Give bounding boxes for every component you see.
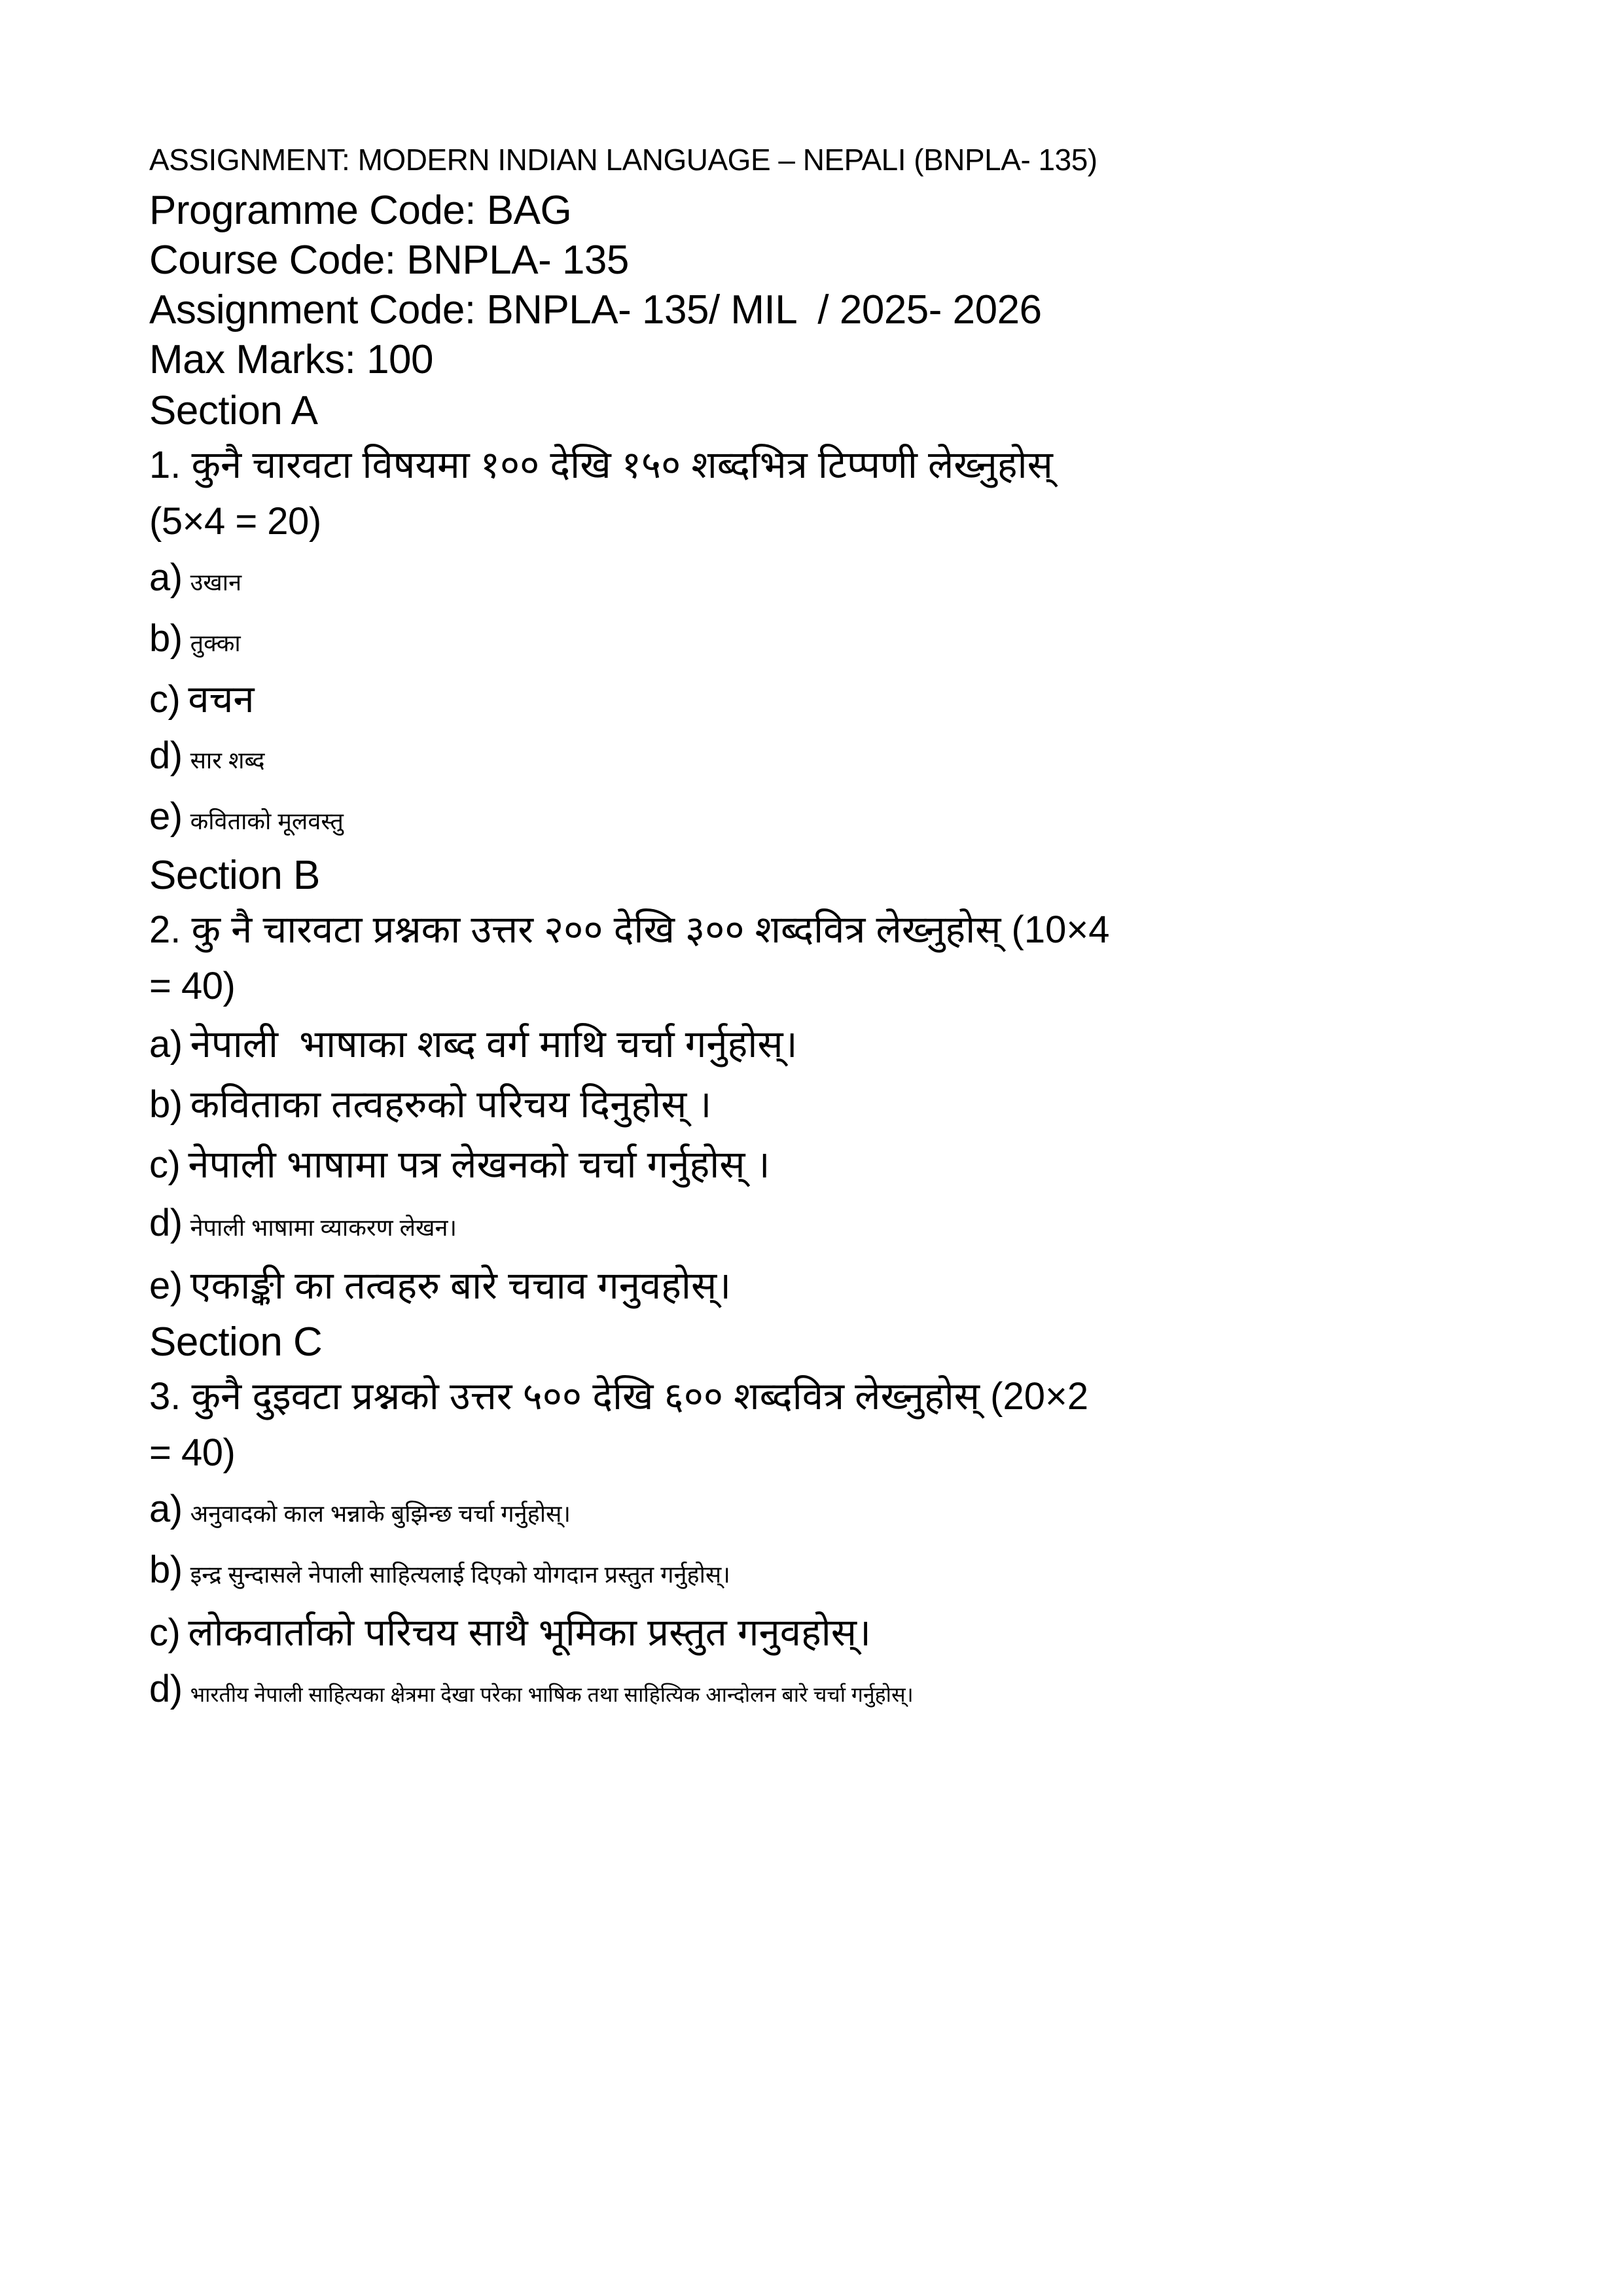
- item-text: नेपाली भाषामा व्याकरण लेखन।: [190, 1214, 457, 1241]
- list-item: [149, 1195, 1497, 1256]
- item-marker: b): [149, 617, 183, 660]
- list-item: [149, 672, 1497, 728]
- item-text: सार शब्द: [190, 747, 265, 774]
- list-item: [149, 1135, 1497, 1195]
- question-1-text: 1. कुनै चारवटा विषयमा १०० देखि १५० शब्दभित्र टिप्पणी लेख्नुहोस्: [149, 444, 1053, 486]
- list-item: [149, 1603, 1497, 1663]
- document-content: [149, 139, 1497, 1721]
- course-code: Course Code: BNPLA- 135: [149, 238, 629, 283]
- item-marker: d): [149, 1668, 183, 1710]
- section-heading-a: Section A: [149, 388, 318, 433]
- question-3-text: 3. कुनै दुइवटा प्रश्नको उत्तर ५०० देखि ६०० शब्दवित्र लेख्नुहोस् (20×2: [149, 1375, 1089, 1418]
- item-marker: c): [149, 1143, 181, 1186]
- section-heading-c: Section C: [149, 1319, 323, 1365]
- item-marker: d): [149, 734, 183, 777]
- item-text: अनुवादको काल भन्नाके बुझिन्छ चर्चा गर्नुहोस्।: [190, 1500, 571, 1527]
- item-text: तुक्का: [190, 630, 241, 656]
- item-marker: e): [149, 1265, 183, 1307]
- item-text: नेपाली भाषामा पत्र लेखनको चर्चा गर्नुहोस् ।: [188, 1143, 770, 1186]
- item-marker: c): [149, 1611, 181, 1654]
- item-marker: b): [149, 1083, 183, 1126]
- list-item: [149, 611, 1497, 672]
- item-marker: a): [149, 556, 183, 599]
- assignment-title: ASSIGNMENT: MODERN INDIAN LANGUAGE – NEPALI (BNPLA- 135): [149, 143, 1097, 177]
- item-text: भारतीय नेपाली साहित्यका क्षेत्रमा देखा परेका भाषिक तथा साहित्यिक आन्दोलन बारे चर्चा गर्नुहोस्।: [190, 1683, 914, 1706]
- item-text: कविताको मूलवस्तु: [190, 808, 344, 834]
- question-2-marks: = 40): [149, 965, 236, 1007]
- question-2-text: 2. कु नै चारवटा प्रश्नका उत्तर २०० देखि ३०० शब्दवित्र लेख्नुहोस् (10×4: [149, 908, 1110, 951]
- list-item: [149, 1542, 1497, 1603]
- list-item: [149, 1663, 1497, 1721]
- item-marker: a): [149, 1023, 183, 1066]
- item-text: नेपाली भाषाका शब्द वर्ग माथि चर्चा गर्नुहोस्।: [190, 1023, 798, 1066]
- item-marker: e): [149, 795, 183, 838]
- item-text: कविताका तत्वहरुको परिचय दिनुहोस् ।: [190, 1083, 712, 1126]
- list-item: [149, 1256, 1497, 1316]
- item-marker: d): [149, 1202, 183, 1244]
- item-text: एकाङ्की का तत्वहरु बारे चचाव गनुवहोस्।: [190, 1265, 732, 1307]
- list-item: [149, 550, 1497, 611]
- item-text: लोकवार्ताको परिचय साथै भूमिका प्रस्तुत गनुवहोस्।: [188, 1611, 871, 1654]
- item-marker: c): [149, 678, 181, 721]
- item-text: इन्द्र सुन्दासले नेपाली साहित्यलाई दिएको योगदान प्रस्तुत गर्नुहोस्।: [190, 1561, 730, 1588]
- section-heading-b: Section B: [149, 853, 320, 898]
- item-marker: a): [149, 1488, 183, 1530]
- list-item: [149, 728, 1497, 789]
- item-marker: b): [149, 1549, 183, 1591]
- list-item: [149, 1481, 1497, 1542]
- assignment-code: Assignment Code: BNPLA- 135/ MIL / 2025- 2026: [149, 287, 1042, 332]
- list-item: [149, 789, 1497, 850]
- question-3-marks: = 40): [149, 1431, 236, 1474]
- programme-code: Programme Code: BAG: [149, 188, 572, 233]
- item-text: उखान: [190, 569, 242, 596]
- list-item: [149, 1014, 1497, 1075]
- list-item: [149, 1075, 1497, 1135]
- max-marks: Max Marks: 100: [149, 337, 434, 382]
- item-text: वचन: [188, 678, 255, 721]
- question-1-marks: (5×4 = 20): [149, 500, 321, 543]
